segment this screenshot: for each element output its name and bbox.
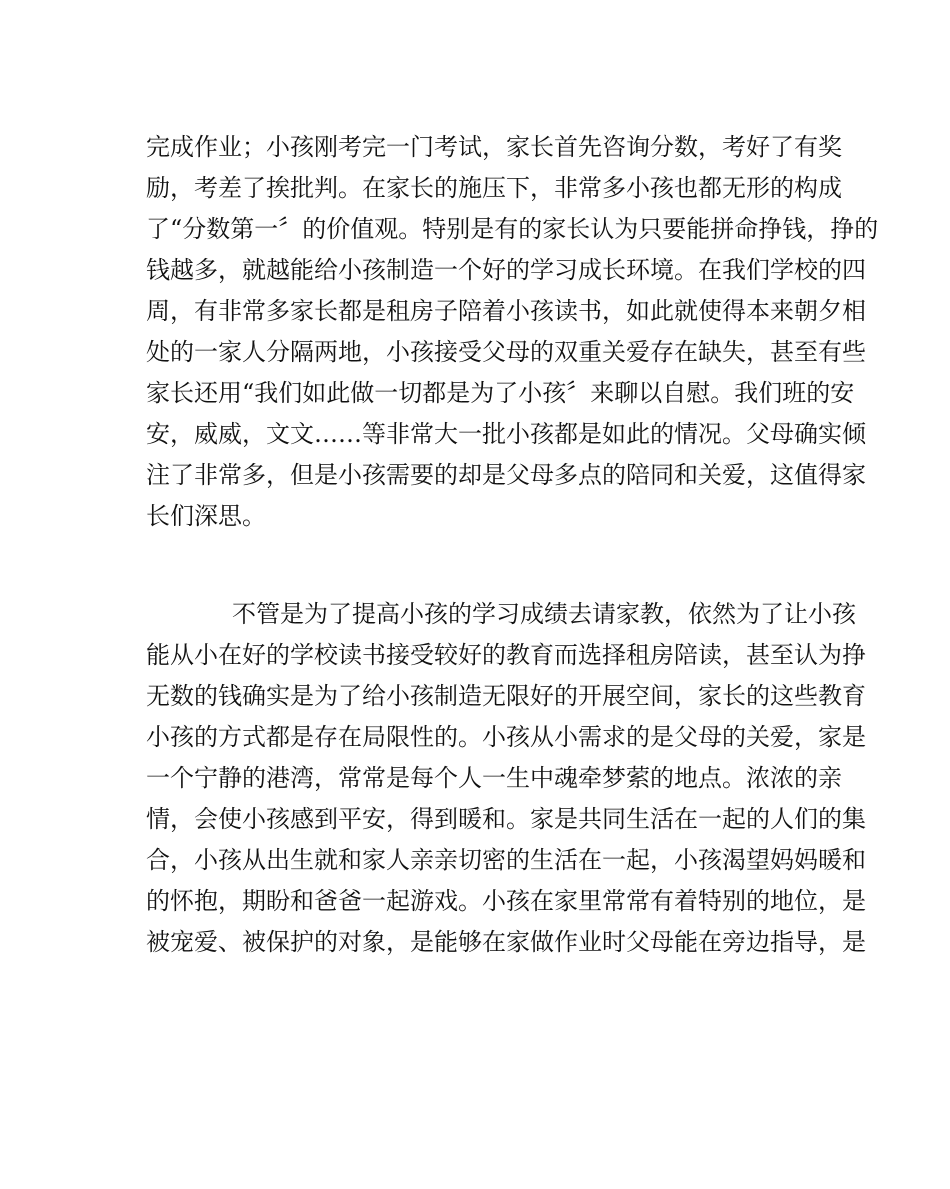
text-line: 完成作业；小孩刚考完一门考试，家长首先咨询分数，考好了有奖 <box>146 133 842 161</box>
text-line: 一个宁静的港湾，常常是每个人一生中魂牵梦萦的地点。浓浓的亲 <box>146 764 842 792</box>
text-line: 小孩的方式都是存在局限性的。小孩从小需求的是父母的关爱，家是 <box>146 723 866 751</box>
text-line: 注了非常多，但是小孩需要的却是父母多点的陪同和关爱，这值得家 <box>146 461 866 489</box>
text-line: 被宠爱、被保护的对象，是能够在家做作业时父母能在旁边指导，是 <box>146 928 866 956</box>
text-line: 了“分数第一〞的价值观。特别是有的家长认为只要能拼命挣钱，挣的 <box>146 215 879 243</box>
text-line: 安，威威，文文……等非常大一批小孩都是如此的情况。父母确实倾 <box>146 420 866 448</box>
text-line: 能从小在好的学校读书接受较好的教育而选择租房陪读，甚至认为挣 <box>146 641 866 669</box>
paragraph-first-line: 不管是为了提高小孩的学习成绩去请家教，依然为了让小孩 <box>232 600 856 628</box>
text-line: 无数的钱确实是为了给小孩制造无限好的开展空间，家长的这些教育 <box>146 682 866 710</box>
text-line: 钱越多，就越能给小孩制造一个好的学习成长环境。在我们学校的四 <box>146 256 866 284</box>
text-line: 合，小孩从出生就和家人亲亲切密的生活在一起，小孩渴望妈妈暖和 <box>146 846 866 874</box>
text-line: 情，会使小孩感到平安，得到暖和。家是共同生活在一起的人们的集 <box>146 805 866 833</box>
text-line: 长们深思。 <box>146 502 266 530</box>
text-line: 周，有非常多家长都是租房子陪着小孩读书，如此就使得本来朝夕相 <box>146 297 866 325</box>
text-line: 处的一家人分隔两地，小孩接受父母的双重关爱存在缺失，甚至有些 <box>146 338 866 366</box>
text-line: 的怀抱，期盼和爸爸一起游戏。小孩在家里常常有着特别的地位，是 <box>146 887 866 915</box>
text-line: 家长还用“我们如此做一切都是为了小孩〞来聊以自慰。我们班的安 <box>146 379 855 407</box>
text-line: 励，考差了挨批判。在家长的施压下，非常多小孩也都无形的构成 <box>146 174 842 202</box>
